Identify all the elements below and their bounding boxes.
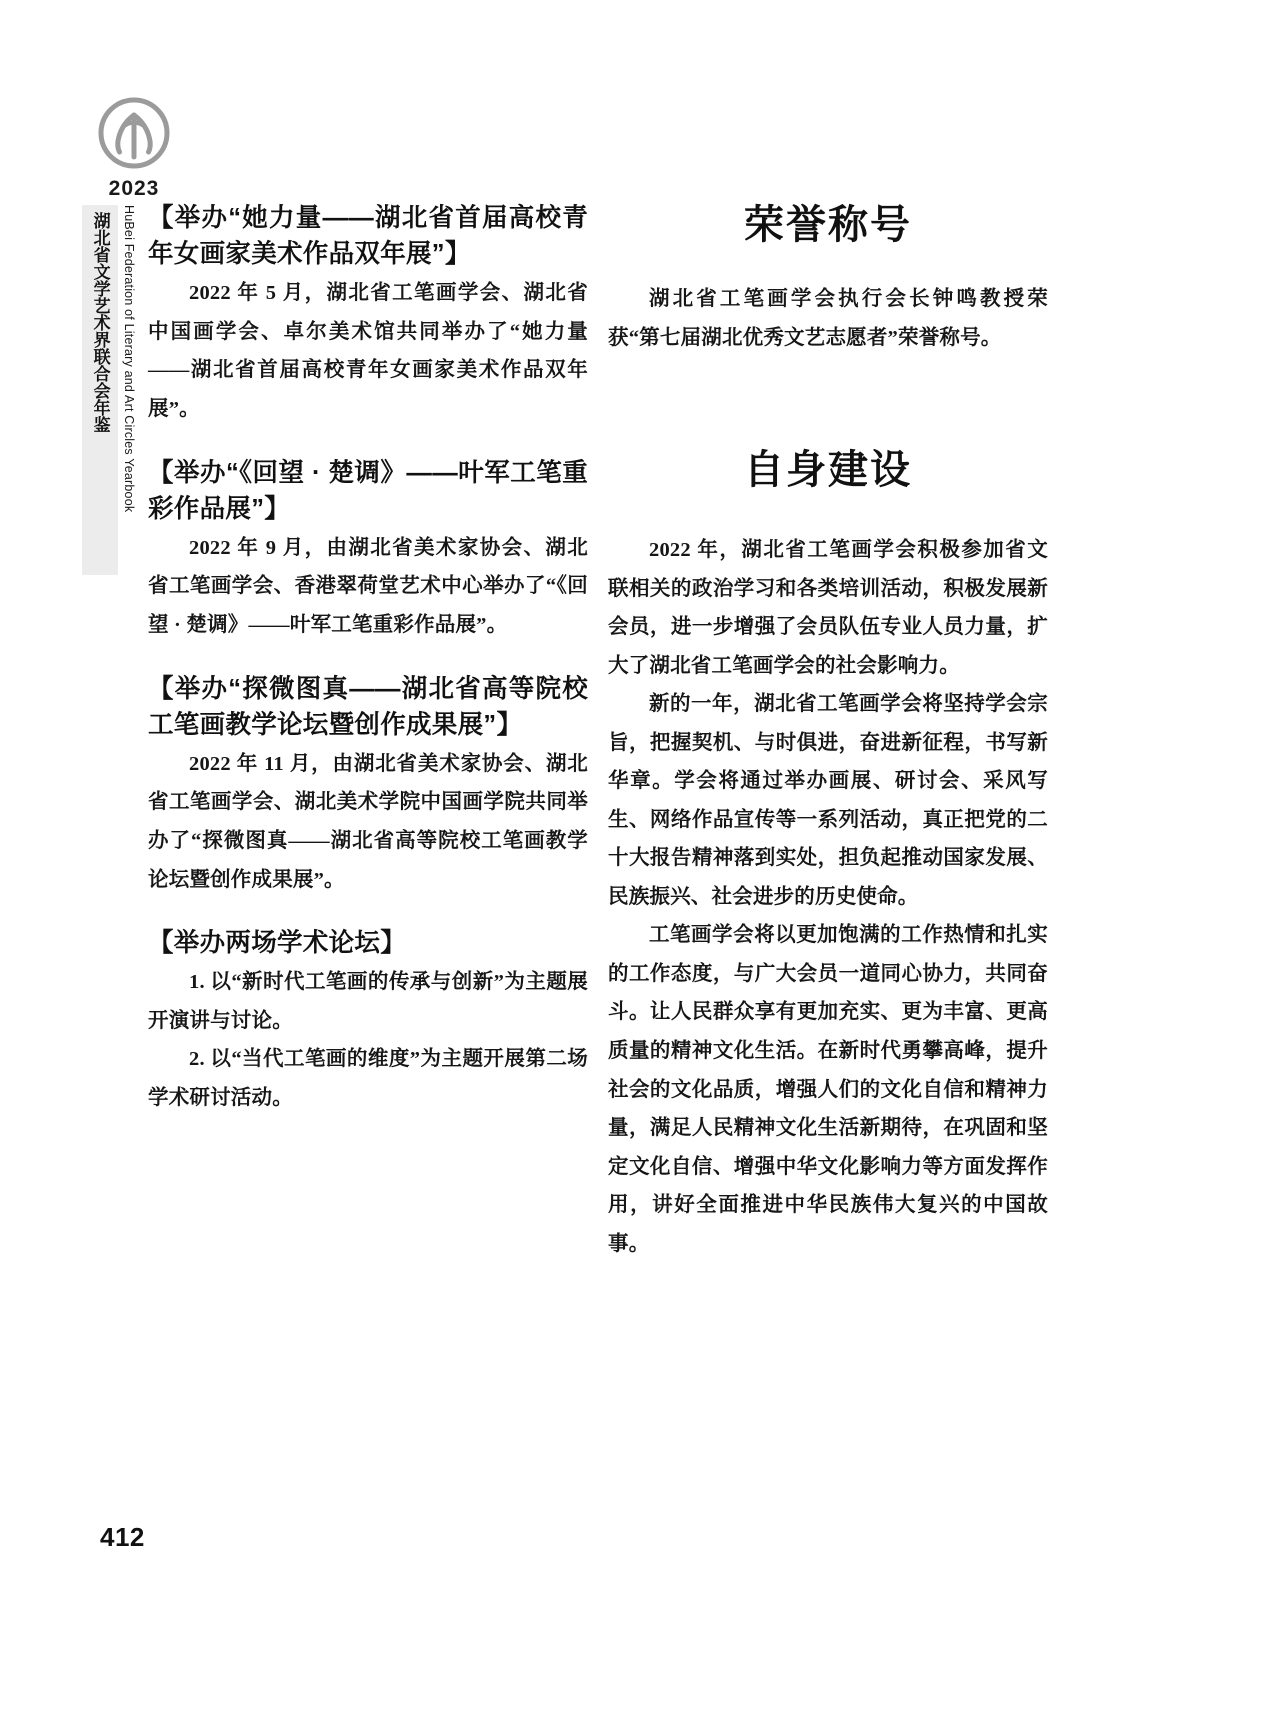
article-block — [148, 925, 588, 1117]
page-number: 412 — [100, 1522, 145, 1552]
sidebar-title-en: HuBei Federation of Literary and Art Circles Yearbook — [122, 205, 136, 513]
article-heading: 【举办“探微图真——湖北省高等院校工笔画教学论坛暨创作成果展”】 — [148, 674, 588, 739]
section-paragraph: 2022 年，湖北省工笔画学会积极参加省文联相关的政治学习和各类培训活动，积极发展新会员，进一步增强了会员队伍专业人员力量，扩大了湖北省工笔画学会的社会影响力。 — [608, 539, 1048, 677]
article-heading: 【举办“她力量——湖北省首届高校青年女画家美术作品双年展”】 — [148, 204, 588, 269]
right-column — [608, 200, 1048, 1263]
article-paragraph: 2022 年 5 月，湖北省工笔画学会、湖北省中国画学会、卓尔美术馆共同举办了“她力量——湖北省首届高校青年女画家美术作品双年展”。 — [148, 282, 588, 420]
masthead — [74, 95, 194, 201]
article-paragraph: 2022 年 11 月，由湖北省美术家协会、湖北省工笔画学会、湖北美术学院中国画学院共同举办了“探微图真——湖北省高等院校工笔画教学论坛暨创作成果展”。 — [148, 752, 588, 891]
hubei-federation-emblem-icon — [96, 95, 172, 171]
section-block — [608, 200, 1048, 357]
section-block — [608, 445, 1048, 1263]
article-paragraph: 2022 年 9 月，由湖北省美术家协会、湖北省工笔画学会、香港翠荷堂艺术中心举办了“《回望 · 楚调》——叶军工笔重彩作品展”。 — [148, 536, 588, 636]
sidebar-title-cn: 湖北省文学艺术界联合会年鉴 — [90, 212, 110, 433]
article-list-item: 2. 以“当代工笔画的维度”为主题开展第二场学术研讨活动。 — [148, 1048, 588, 1109]
article-list-item: 1. 以“新时代工笔画的传承与创新”为主题展开演讲与讨论。 — [148, 971, 588, 1032]
article-block — [148, 455, 588, 645]
article-block — [148, 200, 588, 429]
section-heading: 荣誉称号 — [744, 203, 912, 247]
article-heading: 【举办两场学术论坛】 — [148, 929, 407, 958]
article-block — [148, 671, 588, 900]
section-paragraph: 新的一年，湖北省工笔画学会将坚持学会宗旨，把握契机、与时俱进，奋进新征程，书写新华章。学会将通过举办画展、研讨会、采风写生、网络作品宣传等一系列活动，真正把党的二十大报告精神落到实处，担负起推动国家发展、民族振兴、社会进步的历史使命。 — [608, 693, 1048, 908]
section-paragraph: 湖北省工笔画学会执行会长钟鸣教授荣获“第七届湖北优秀文艺志愿者”荣誉称号。 — [608, 288, 1048, 349]
left-column — [148, 200, 588, 1143]
section-heading: 自身建设 — [744, 448, 912, 493]
masthead-year: 2023 — [108, 177, 160, 200]
sidebar-tab — [82, 205, 118, 575]
article-heading: 【举办“《回望 · 楚调》——叶军工笔重彩作品展”】 — [148, 458, 588, 523]
section-paragraph: 工笔画学会将以更加饱满的工作热情和扎实的工作态度，与广大会员一道同心协力，共同奋斗。让人民群众享有更加充实、更为丰富、更高质量的精神文化生活。在新时代勇攀高峰，提升社会的文化品质，增强人们的文化自信和精神力量，满足人民精神文化生活新期待，在巩固和坚定文化自信、增强中华文化影响力等方面发挥作用，讲好全面推进中华民族伟大复兴的中国故事。 — [608, 924, 1048, 1255]
